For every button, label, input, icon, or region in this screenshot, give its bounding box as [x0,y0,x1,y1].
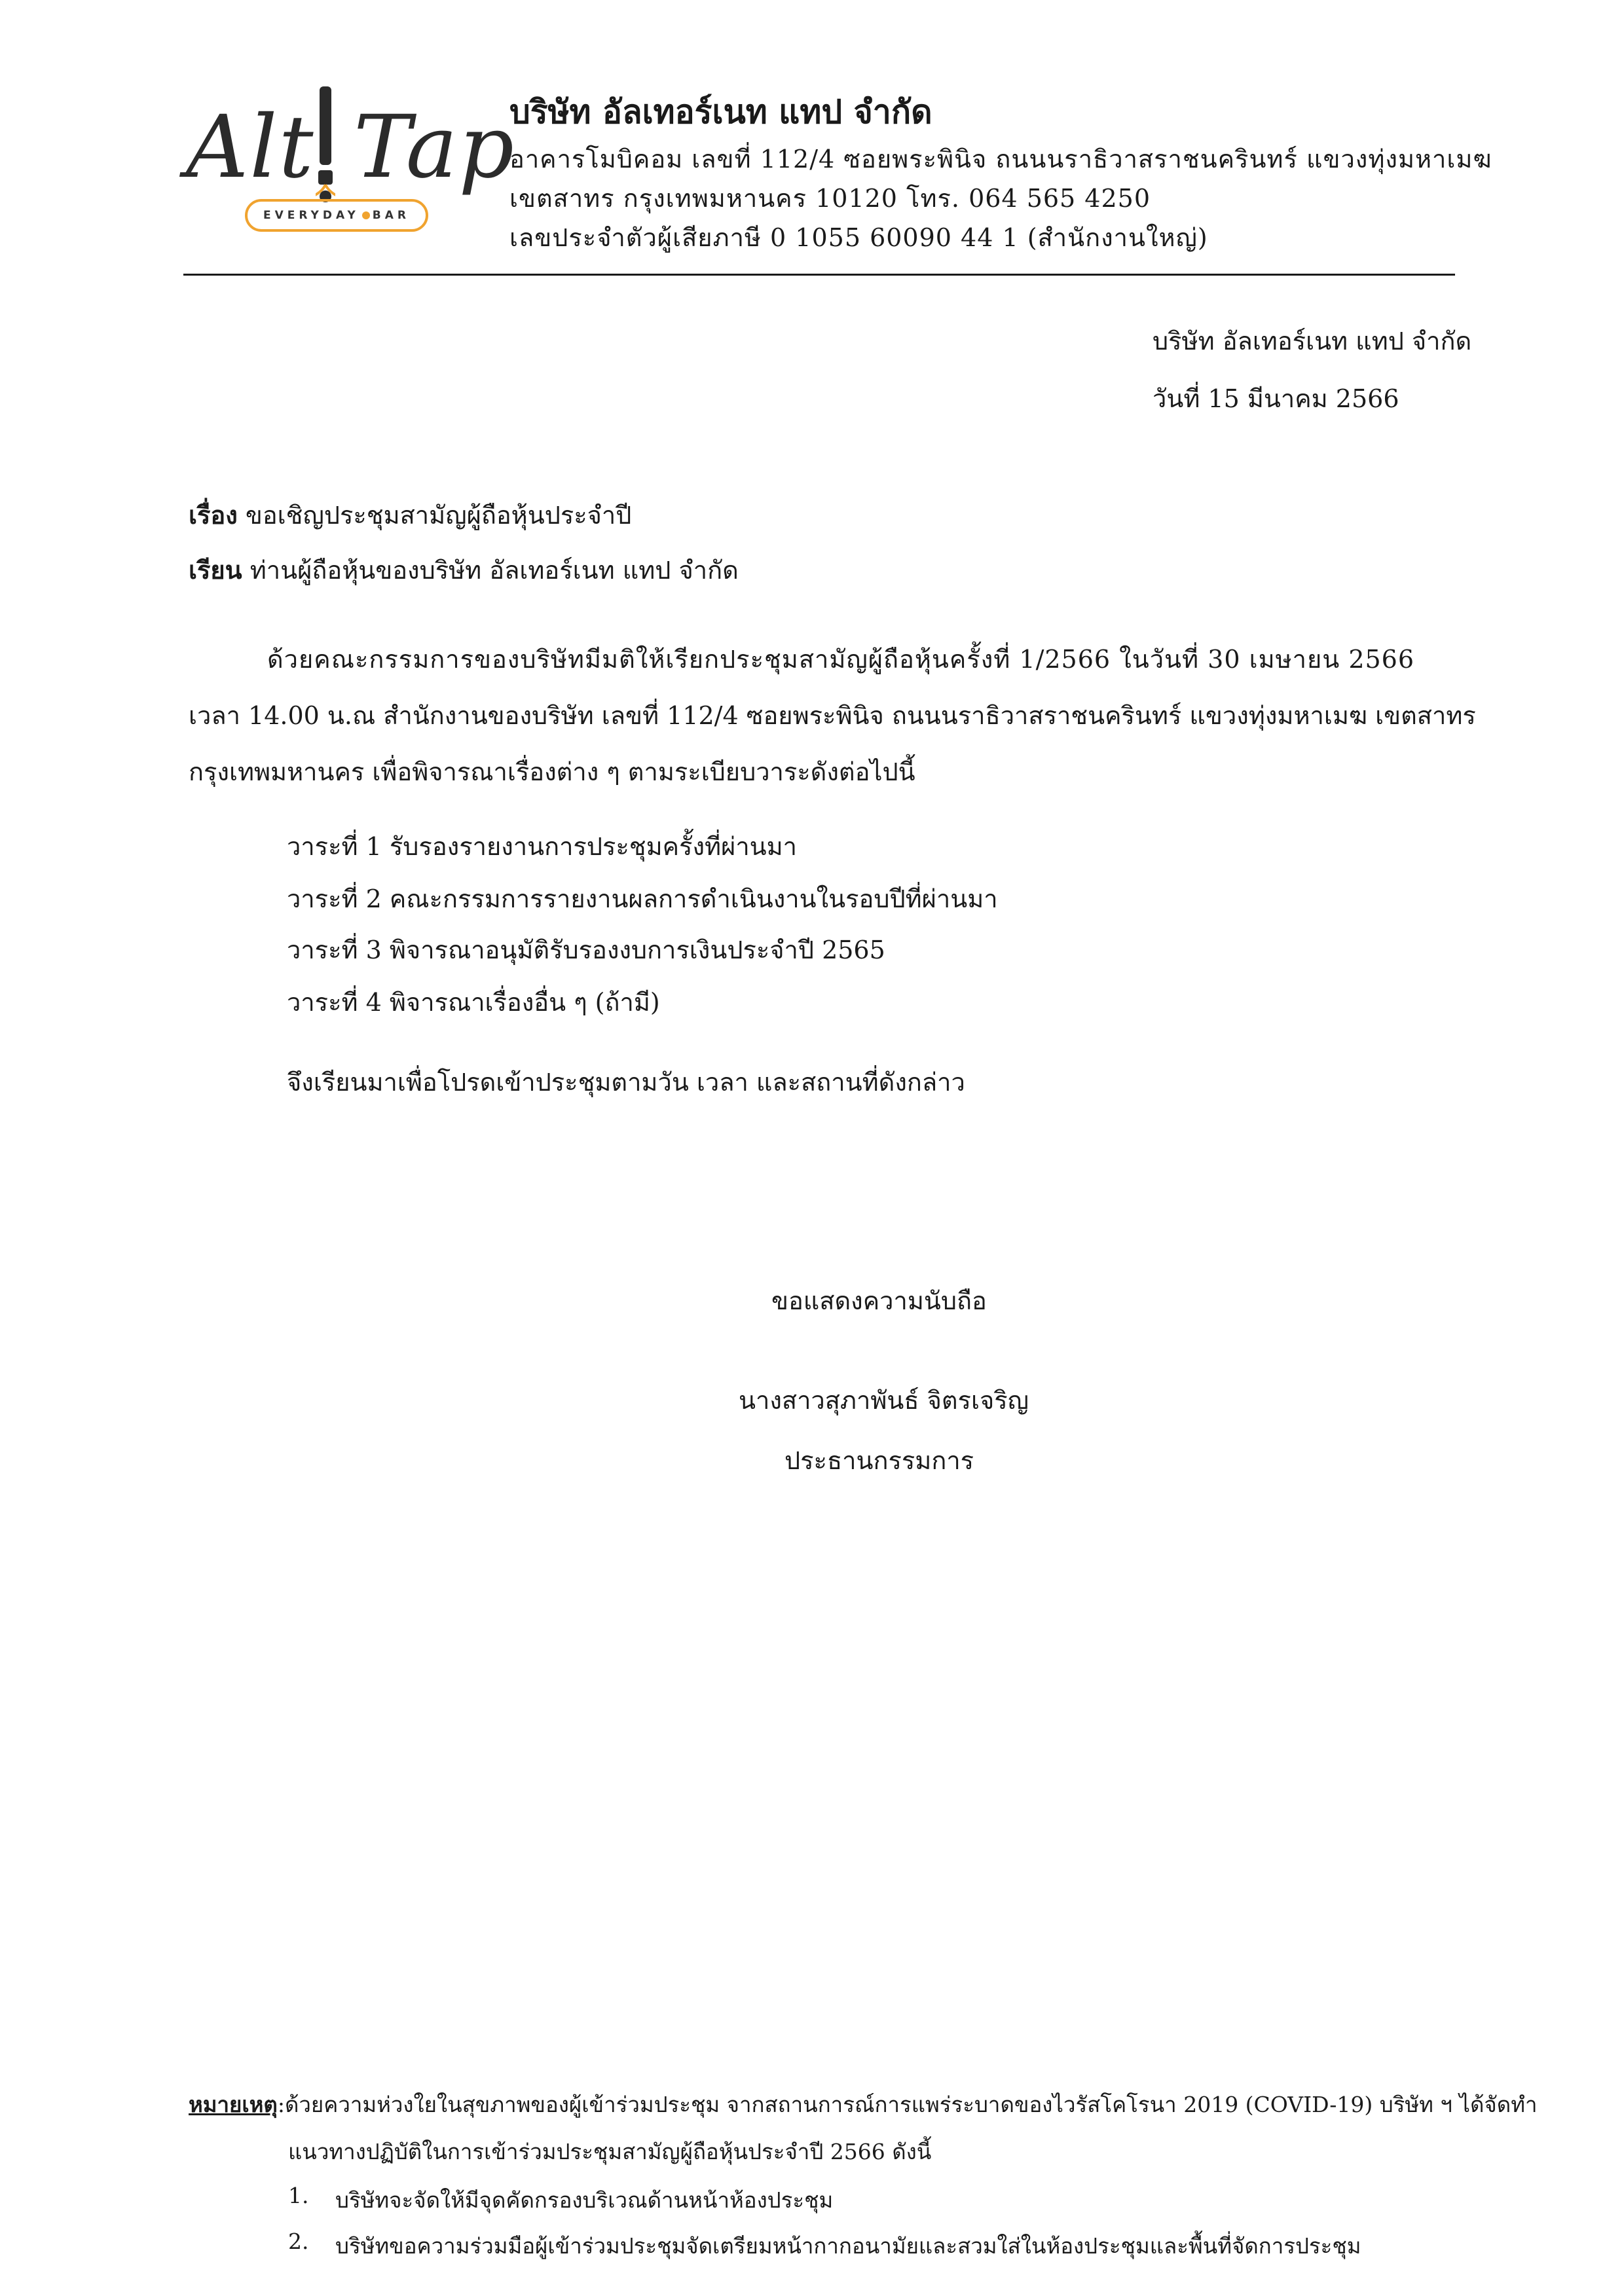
beer-tap-icon [316,86,335,211]
note-item-text: บริษัทจะจัดให้มีจุดคัดกรองบริเวณด้านหน้าห้องประชุม [335,2187,834,2213]
closing-sentence: จึงเรียนมาเพื่อโปรดเข้าประชุมตามวัน เวลา และสถานที่ดังกล่าว [287,1068,965,1097]
subject-label: เรื่อง [189,500,238,530]
sender-name: บริษัท อัลเทอร์เนท แทป จำกัด [1153,327,1472,355]
agenda-item: วาระที่ 4 พิจารณาเรื่องอื่น ๆ (ถ้ามี) [287,988,660,1017]
recipient-text: ท่านผู้ถือหุ้นของบริษัท อัลเทอร์เนท แทป จำกัด [249,556,739,585]
subject-text: ขอเชิญประชุมสามัญผู้ถือหุ้นประจำปี [245,501,632,530]
body-line-1: ด้วยคณะกรรมการของบริษัทมีมติให้เรียกประชุมสามัญผู้ถือหุ้นครั้งที่ 1/2566 ในวันที่ 30 เมษายน 2566 [267,645,1415,674]
recipient-label: เรียน [189,555,242,585]
body-line-2: เวลา 14.00 น.ณ สำนักงานของบริษัท เลขที่ 112/4 ซอยพระพินิจ ถนนนราธิวาสราชนครินทร์ แขวงทุ่งมหาเมฆ เขตสาทร [189,701,1476,730]
note-line-2: แนวทางปฏิบัติในการเข้าร่วมประชุมสามัญผู้ถือหุ้นประจำปี 2566 ดังนี้ [288,2139,932,2164]
beer-glass-icon [362,211,370,219]
logo-badge [245,199,428,232]
logo-script-alt: Alt [186,97,315,198]
letterhead-divider [183,274,1455,276]
complimentary-close: ขอแสดงความนับถือ [771,1286,987,1315]
logo-badge-left: EVERYDAY [263,209,360,222]
note-label: หมายเหตุ [189,2092,278,2117]
recipient-line [189,550,739,590]
company-name: บริษัท อัลเทอร์เนท แทป จำกัด [509,92,932,131]
signer-title: ประธานกรรมการ [784,1446,974,1475]
company-address-line2: เขตสาทร กรุงเทพมหานคร 10120 โทร. 064 565 4250 [509,184,1151,213]
logo-badge-right: BAR [372,209,411,222]
note-line-1 [189,2087,1537,2122]
note-item-number: 1. [288,2183,309,2208]
note-item-number: 2. [288,2229,309,2254]
body-line-3: กรุงเทพมหานคร เพื่อพิจารณาเรื่องต่าง ๆ ตามระเบียบวาระดังต่อไปนี้ [189,757,915,786]
letter-date: วันที่ 15 มีนาคม 2566 [1153,384,1399,413]
company-address-line1: อาคารโมบิคอม เลขที่ 112/4 ซอยพระพินิจ ถนนนราธิวาสราชนครินทร์ แขวงทุ่งมหาเมฆ [509,145,1492,173]
company-logo [177,77,515,234]
agenda-item: วาระที่ 3 พิจารณาอนุมัติรับรองงบการเงินประจำปี 2565 [287,936,885,964]
agenda-item: วาระที่ 2 คณะกรรมการรายงานผลการดำเนินงานในรอบปีที่ผ่านมา [287,884,998,913]
signer-name: นางสาวสุภาพันธ์ จิตรเจริญ [739,1386,1029,1415]
logo-script-tap: Tap [354,97,515,198]
subject-line [189,495,631,535]
company-tax-id: เลขประจำตัวผู้เสียภาษี 0 1055 60090 44 1 (สำนักงานใหญ่) [509,223,1208,252]
note-item-text: บริษัทขอความร่วมมือผู้เข้าร่วมประชุมจัดเตรียมหน้ากากอนามัยและสวมใส่ในห้องประชุมและพื้นที่จัดการประชุม [335,2233,1361,2259]
agenda-item: วาระที่ 1 รับรองรายงานการประชุมครั้งที่ผ่านมา [287,832,798,861]
note-text-1: :ด้วยความห่วงใยในสุขภาพของผู้เข้าร่วมประชุม จากสถานการณ์การแพร่ระบาดของไวรัสโคโรนา 2019 (COVID-19) บริษัท ฯ ได้จัดทำ [277,2092,1538,2117]
